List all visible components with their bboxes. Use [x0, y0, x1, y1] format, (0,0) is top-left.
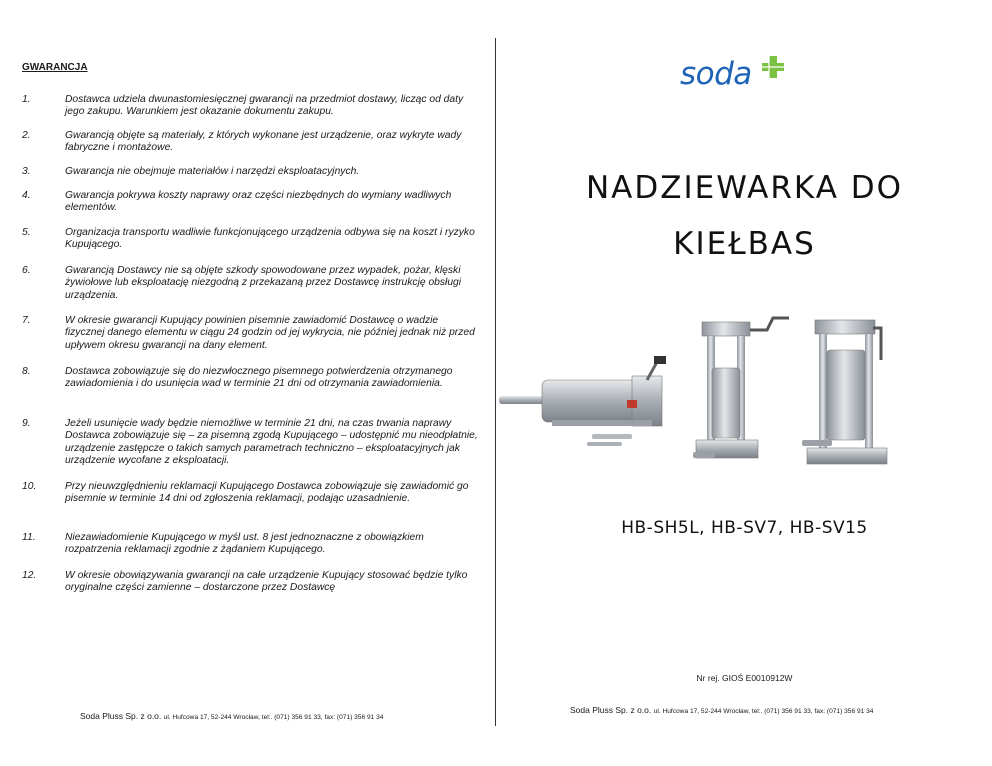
term-text: Gwarancją Dostawcy nie są objęte szkody spowodowane przez wypadek, pożar, klęski żywiołowe lub eksploatację niezgodną z przekazaną przez Dostawcę instrukcję obsługi urządzenia. [65, 265, 462, 301]
footer-company: Soda Pluss Sp. z o.o. [570, 705, 652, 715]
sausage-stuffer-photos [497, 310, 992, 480]
term-text: Przy nieuwzględnieniu reklamacji Kupującego Dostawca zobowiązuje się zawiadomić go pisemnie w terminie 14 dni od zgłoszenia reklamacji, podając uzasadnienie. [65, 481, 469, 505]
term-number: 2. [22, 130, 31, 141]
term-number: 8. [22, 366, 31, 377]
term-text: W okresie obowiązywania gwarancji na całe urządzenie Kupujący stosować będzie tylko oryginalne części zamienne – dostarczone przez Dostawcę [65, 570, 468, 594]
term-text: Gwarancja nie obejmuje materiałów i narzędzi eksploatacyjnych. [65, 166, 360, 177]
warranty-term [22, 190, 480, 227]
term-number: 1. [22, 94, 31, 105]
term-number: 10. [22, 481, 37, 492]
term-text: Gwarancją objęte są materiały, z których wykonane jest urządzenie, oraz wykryte wady fabryczne i montażowe. [65, 130, 462, 154]
term-text: Dostawca zobowiązuje się do niezwłocznego pisemnego potwierdzenia otrzymanego zawiadomienia i do usunięcia wad w terminie 21 dni od otrzymania zawiadomienia. [65, 366, 453, 390]
term-text: Jeżeli usunięcie wady będzie niemożliwe w terminie 21 dni, na czas trwania naprawy Dostawca zobowiązuje się – za pisemną zgodą Kupującego – udostępnić mu nieodpłatnie, urządzenie zastępcze o takich samych parametrach techniczno – eksploatacyjnych jak urządzenie wycofane z eksploatacji. [65, 418, 478, 467]
term-number: 9. [22, 418, 31, 429]
warranty-term [22, 481, 480, 532]
warranty-term [22, 166, 480, 190]
warranty-term [22, 130, 480, 166]
warranty-page [0, 0, 495, 766]
cover-page [497, 0, 992, 766]
term-number: 11. [22, 532, 36, 543]
footer-company: Soda Pluss Sp. z o.o. [80, 711, 162, 721]
warranty-terms-list [22, 94, 480, 600]
term-text: Gwarancja pokrywa koszty naprawy oraz części niezbędnych do wymiany wadliwych elementów. [65, 190, 452, 214]
logo-text: soda [680, 56, 752, 92]
footer-details: ul. Hufcowa 17, 52-244 Wrocław, tel:. (071) 356 91 33, fax: (071) 356 91 34 [653, 708, 874, 715]
model-numbers: HB-SH5L, HB-SV7, HB-SV15 [621, 518, 868, 538]
registry-number: Nr rej. GIOŚ E0010912W [696, 673, 793, 683]
warranty-term [22, 570, 480, 600]
term-text: Organizacja transportu wadliwie funkcjonującego urządzenia odbywa się na koszt i ryzyko Kupującego. [65, 227, 475, 251]
term-number: 6. [22, 265, 31, 276]
horizontal-stuffer [499, 356, 666, 446]
page-divider [495, 38, 496, 726]
warranty-term [22, 418, 480, 481]
footer-contact [80, 711, 383, 721]
warranty-term [22, 532, 480, 570]
term-text: W okresie gwarancji Kupujący powinien pisemnie zawiadomić Dostawcę o wadzie fizycznej danego elementu w ciągu 24 godzin od jej wykrycia, nie później jednak niż przed upływem okresu gwarancji na dany element. [65, 315, 475, 351]
term-number: 4. [22, 190, 31, 201]
footer-details: ul. Hufcowa 17, 52-244 Wrocław, tel:. (071) 356 91 33, fax: (071) 356 91 34 [163, 714, 384, 721]
warranty-term [22, 366, 480, 418]
footer-contact [570, 705, 873, 715]
term-number: 5. [22, 227, 31, 238]
warranty-term [22, 94, 480, 130]
term-number: 12. [22, 570, 37, 581]
title-line-2: KIEŁBAS [673, 226, 816, 262]
warranty-term [22, 265, 480, 315]
term-text: Dostawca udziela dwunastomiesięcznej gwarancji na przedmiot dostawy, licząc od daty jego zakupu. Warunkiem jest okazanie dokumentu zakupu. [65, 94, 464, 118]
warranty-term [22, 315, 480, 366]
warranty-term [22, 227, 480, 265]
term-number: 7. [22, 315, 31, 326]
term-number: 3. [22, 166, 31, 177]
vertical-stuffer-sv15 [802, 320, 887, 464]
title-line-1: NADZIEWARKA DO [585, 170, 904, 206]
soda-logo [680, 56, 752, 98]
warranty-heading: GWARANCJA [22, 62, 88, 73]
term-text: Niezawiadomienie Kupującego w myśl ust. 8 jest jednoznaczne z obowiązkiem rozpatrzenia reklamacji zgodnie z żądaniem Kupującego. [65, 532, 424, 556]
plus-logo-icon [760, 54, 786, 80]
vertical-stuffer-sv7 [693, 318, 789, 458]
